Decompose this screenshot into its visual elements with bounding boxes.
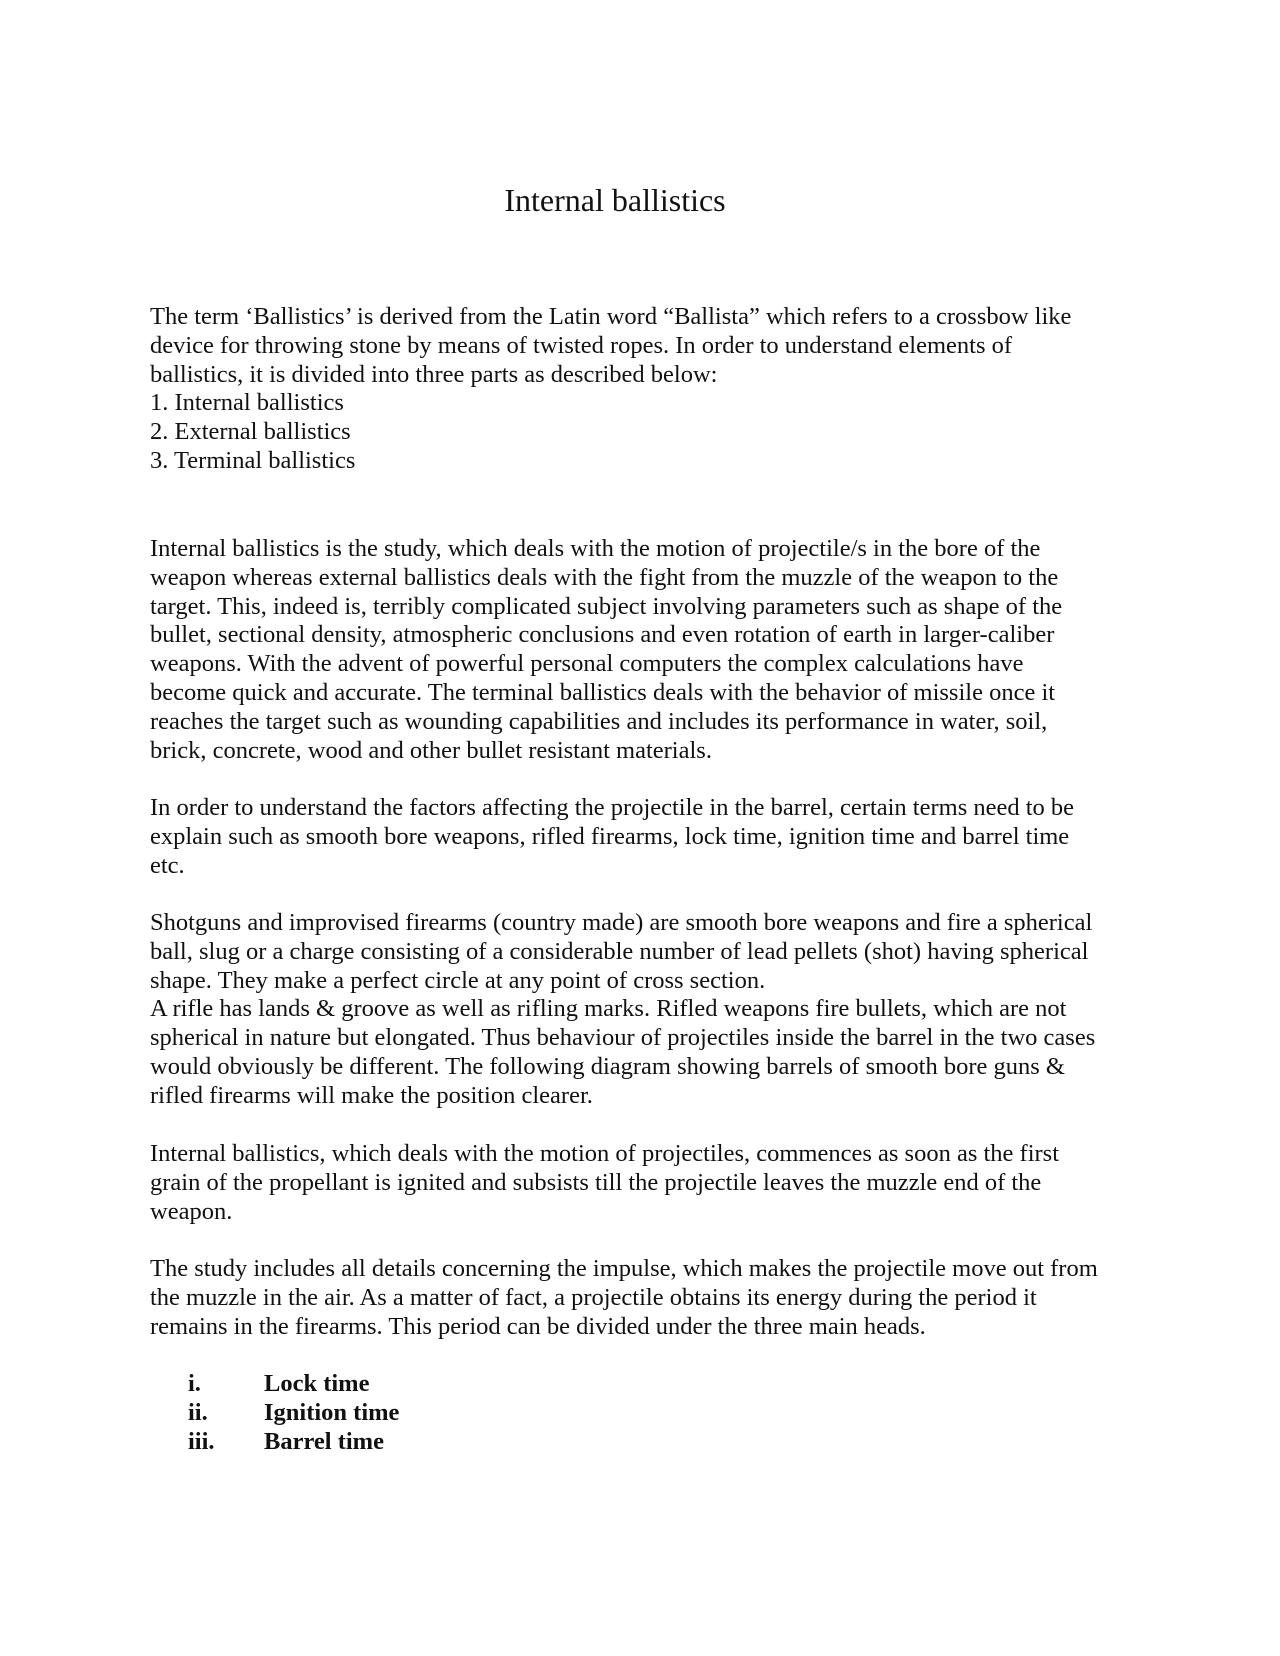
text-line: device for throwing stone by means of twisted ropes. In order to understand elements of [150,331,1013,359]
text-line: ball, slug or a charge consisting of a considerable number of lead pellets (shot) having spherical [150,937,1089,965]
paragraph [150,1140,1150,1226]
text-line: The term ‘Ballistics’ is derived from the Latin word “Ballista” which refers to a crossbow like [150,303,1072,330]
heads-list [188,1370,399,1456]
text-line: ballistics, it is divided into three parts as described below: [150,360,718,388]
item-label: Ignition time [264,1398,400,1426]
text-line: Internal ballistics, which deals with the motion of projectiles, commences as soon as the first [150,1140,1060,1167]
item-number: i. [188,1370,201,1397]
text-line: etc. [150,851,185,879]
text-line: spherical in nature but elongated. Thus behaviour of projectiles inside the barrel in the two cases [150,1024,1096,1052]
text-line: weapons. With the advent of powerful personal computers the complex calculations have [150,650,1024,678]
heads-list-item [188,1370,399,1399]
document-title: Internal ballistics [504,182,726,218]
text-line: target. This, indeed is, terribly complicated subject involving parameters such as shape of the [150,592,1063,620]
text-line: shape. They make a perfect circle at any point of cross section. [150,966,766,994]
text-line: remains in the firearms. This period can be divided under the three main heads. [150,1312,926,1340]
text-line: reaches the target such as wounding capabilities and includes its performance in water, soil, [150,707,1048,735]
text-line: 3. Terminal ballistics [150,446,356,474]
text-line: 1. Internal ballistics [150,389,344,417]
text-line: Shotguns and improvised firearms (country made) are smooth bore weapons and fire a spherical [150,909,1093,936]
text-line: The study includes all details concerning the impulse, which makes the projectile move out from [150,1255,1098,1282]
text-line: Internal ballistics is the study, which deals with the motion of projectile/s in the bore of the [150,535,1041,562]
paragraph [150,303,1150,476]
item-label: Lock time [264,1370,370,1397]
text-line: bullet, sectional density, atmospheric conclusions and even rotation of earth in larger-caliber [150,621,1055,649]
text-line: brick, concrete, wood and other bullet resistant materials. [150,736,712,764]
text-line: 2. External ballistics [150,418,351,446]
paragraph [150,535,1150,765]
paragraph [150,794,1150,880]
text-line: In order to understand the factors affecting the projectile in the barrel, certain terms need to be [150,794,1075,821]
heads-list-item [188,1428,399,1457]
text-line: A rifle has lands & groove as well as rifling marks. Rifled weapons fire bullets, which are not [150,995,1067,1023]
heads-list-item [188,1399,399,1428]
text-line: rifled firearms will make the position clearer. [150,1081,593,1109]
paragraph [150,909,1150,1111]
text-line: would obviously be different. The following diagram showing barrels of smooth bore guns & [150,1052,1065,1080]
text-line: become quick and accurate. The terminal ballistics deals with the behavior of missile once it [150,678,1056,706]
text-line: grain of the propellant is ignited and subsists till the projectile leaves the muzzle end of the [150,1168,1042,1196]
text-line: weapon whereas external ballistics deals with the fight from the muzzle of the weapon to the [150,563,1059,591]
item-number: iii. [188,1427,215,1455]
item-number: ii. [188,1398,208,1426]
paragraph [150,1255,1150,1341]
text-line: the muzzle in the air. As a matter of fact, a projectile obtains its energy during the period it [150,1283,1037,1311]
text-line: weapon. [150,1197,233,1225]
text-line: explain such as smooth bore weapons, rifled firearms, lock time, ignition time and barrel time [150,822,1070,850]
item-label: Barrel time [264,1427,384,1455]
